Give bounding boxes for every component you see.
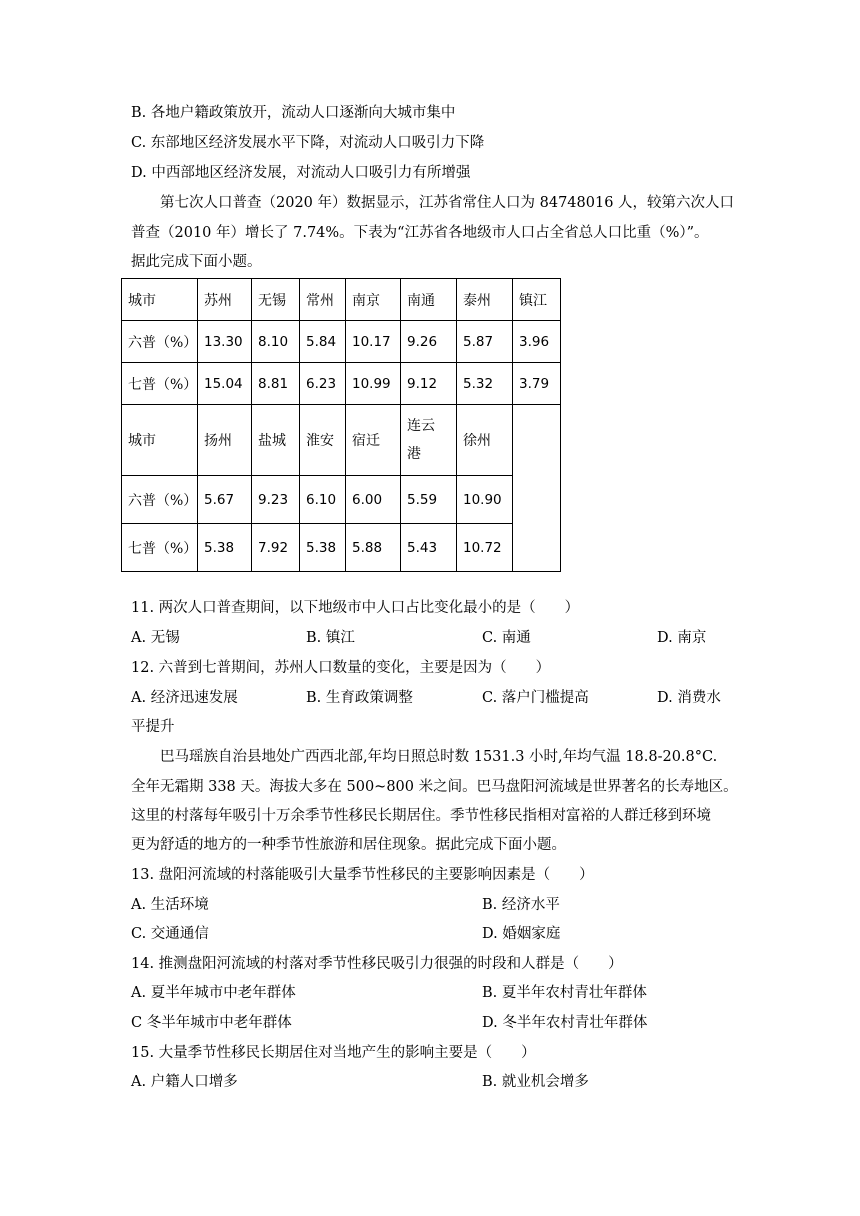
city-cell: 徐州 xyxy=(457,405,513,476)
q13-option-a: A. 生活环境 xyxy=(131,897,209,913)
q12-option-c: C. 落户门槛提高 xyxy=(482,690,589,706)
value-cell: 5.67 xyxy=(198,476,252,524)
city-cell: 淮安 xyxy=(300,405,346,476)
table-row xyxy=(122,321,561,363)
value-cell: 3.79 xyxy=(513,363,561,405)
value-cell: 10.17 xyxy=(346,321,401,363)
option-b-prev: B. 各地户籍政策放开，流动人口逐渐向大城市集中 xyxy=(131,105,456,121)
empty-cell xyxy=(513,405,561,572)
city-cell: 常州 xyxy=(300,279,346,321)
value-cell: 15.04 xyxy=(198,363,252,405)
population-share-table xyxy=(121,278,561,572)
value-cell: 8.81 xyxy=(252,363,300,405)
value-cell: 13.30 xyxy=(198,321,252,363)
value-cell: 10.90 xyxy=(457,476,513,524)
value-cell: 5.38 xyxy=(198,524,252,572)
value-cell: 5.87 xyxy=(457,321,513,363)
table-row xyxy=(122,524,561,572)
q12-option-d: D. 消费水 xyxy=(657,690,721,706)
row-label-city: 城市 xyxy=(122,279,198,321)
value-cell: 5.84 xyxy=(300,321,346,363)
option-c-prev: C. 东部地区经济发展水平下降，对流动人口吸引力下降 xyxy=(131,135,485,151)
table-row xyxy=(122,405,561,476)
city-cell: 南通 xyxy=(401,279,457,321)
intro2-line2: 全年无霜期 338 天。海拔大多在 500~800 米之间。巴马盘阳河流域是世界著名的长寿地区。 xyxy=(131,779,738,795)
intro2-line3: 这里的村落每年吸引十万余季节性移民长期居住。季节性移民指相对富裕的人群迁移到环境 xyxy=(131,808,711,824)
q13-option-c: C. 交通通信 xyxy=(131,926,209,942)
value-cell: 6.23 xyxy=(300,363,346,405)
city-cell: 镇江 xyxy=(513,279,561,321)
value-cell: 9.26 xyxy=(401,321,457,363)
table-row xyxy=(122,363,561,405)
value-cell: 6.10 xyxy=(300,476,346,524)
q13-option-b: B. 经济水平 xyxy=(482,897,560,913)
city-cell: 泰州 xyxy=(457,279,513,321)
value-cell: 10.72 xyxy=(457,524,513,572)
q12-stem: 12. 六普到七普期间，苏州人口数量的变化，主要是因为（ ） xyxy=(131,660,551,676)
city-cell: 宿迁 xyxy=(346,405,401,476)
row-label-seven: 七普（%） xyxy=(122,363,198,405)
intro1-line2: 普查（2010 年）增长了 7.74%。下表为“江苏省各地级市人口占全省总人口比重（%）”。 xyxy=(131,225,709,241)
value-cell: 5.32 xyxy=(457,363,513,405)
value-cell: 9.12 xyxy=(401,363,457,405)
q11-option-c: C. 南通 xyxy=(482,630,531,646)
row-label-city: 城市 xyxy=(122,405,198,476)
q14-option-b: B. 夏半年农村青壮年群体 xyxy=(482,985,647,1001)
city-cell: 扬州 xyxy=(198,405,252,476)
q14-option-a: A. 夏半年城市中老年群体 xyxy=(131,985,296,1001)
value-cell: 5.43 xyxy=(401,524,457,572)
table-row xyxy=(122,279,561,321)
value-cell: 5.59 xyxy=(401,476,457,524)
value-cell: 10.99 xyxy=(346,363,401,405)
q12-option-a: A. 经济迅速发展 xyxy=(131,690,238,706)
value-cell: 5.38 xyxy=(300,524,346,572)
city-cell: 南京 xyxy=(346,279,401,321)
value-cell: 3.96 xyxy=(513,321,561,363)
city-cell: 盐城 xyxy=(252,405,300,476)
city-cell xyxy=(401,405,457,476)
value-cell: 8.10 xyxy=(252,321,300,363)
q15-stem: 15. 大量季节性移民长期居住对当地产生的影响主要是（ ） xyxy=(131,1045,536,1061)
row-label-seven: 七普（%） xyxy=(122,524,198,572)
intro1-line1: 第七次人口普查（2020 年）数据显示，江苏省常住人口为 84748016 人，较第六次人口 xyxy=(160,195,735,211)
q11-option-b: B. 镇江 xyxy=(306,630,355,646)
q14-stem: 14. 推测盘阳河流域的村落对季节性移民吸引力很强的时段和人群是（ ） xyxy=(131,956,623,972)
value-cell: 5.88 xyxy=(346,524,401,572)
value-cell: 9.23 xyxy=(252,476,300,524)
value-cell: 6.00 xyxy=(346,476,401,524)
intro2-line1: 巴马瑶族自治县地处广西西北部,年均日照总时数 1531.3 小时,年均气温 18.8-20.8°C. xyxy=(160,749,718,765)
city-cell: 苏州 xyxy=(198,279,252,321)
q14-option-c: C 冬半年城市中老年群体 xyxy=(131,1015,292,1031)
q12-option-d-continued: 平提升 xyxy=(131,719,175,735)
city-name-lianyungang: 连云港 xyxy=(407,418,435,462)
q11-option-a: A. 无锡 xyxy=(131,630,180,646)
row-label-six: 六普（%） xyxy=(122,321,198,363)
q11-stem: 11. 两次人口普查期间，以下地级市中人口占比变化最小的是（ ） xyxy=(131,600,580,616)
intro2-line4: 更为舒适的地方的一种季节性旅游和居住现象。据此完成下面小题。 xyxy=(131,837,566,853)
q15-option-a: A. 户籍人口增多 xyxy=(131,1074,238,1090)
value-cell: 7.92 xyxy=(252,524,300,572)
q14-option-d: D. 冬半年农村青壮年群体 xyxy=(482,1015,648,1031)
row-label-six: 六普（%） xyxy=(122,476,198,524)
city-cell: 无锡 xyxy=(252,279,300,321)
q13-stem: 13. 盘阳河流域的村落能吸引大量季节性移民的主要影响因素是（ ） xyxy=(131,867,594,883)
q15-option-b: B. 就业机会增多 xyxy=(482,1074,589,1090)
intro1-line3: 据此完成下面小题。 xyxy=(131,254,262,270)
q12-option-b: B. 生育政策调整 xyxy=(306,690,413,706)
table-row xyxy=(122,476,561,524)
q13-option-d: D. 婚姻家庭 xyxy=(482,926,561,942)
q11-option-d: D. 南京 xyxy=(657,630,707,646)
option-d-prev: D. 中西部地区经济发展，对流动人口吸引力有所增强 xyxy=(131,165,471,181)
